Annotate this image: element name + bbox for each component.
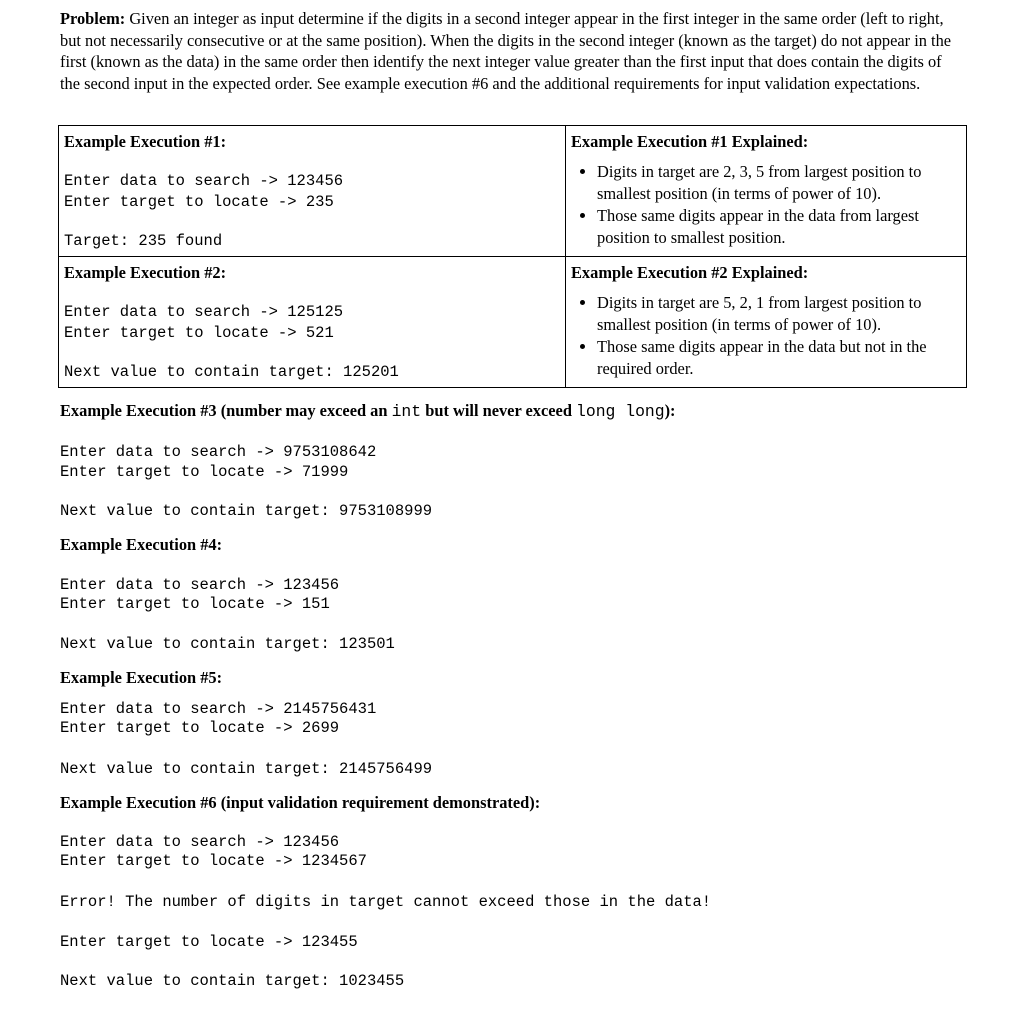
examples-table bbox=[58, 125, 967, 388]
example-3-title-code-int: int bbox=[391, 402, 422, 421]
example-6-error: Error! The number of digits in target cannot exceed those in the data! bbox=[60, 893, 712, 911]
problem-text: Given an integer as input determine if the digits in a second integer appear in the first integer in the same order (left to right, but not necessarily consecutive or at the same position). When the digits in the second integer (known as the target) do not appear in the first (known as the data) in the same order then identify the next integer value greater than the first input that does contain the digits of the second input in the expected order. See example execution #6 and the additional requirements for input validation expectations. bbox=[60, 9, 952, 93]
example-1-target-line: Enter target to locate -> 235 bbox=[64, 193, 334, 211]
example-2-result: Next value to contain target: 125201 bbox=[64, 363, 399, 381]
example-3-data-line: Enter data to search -> 9753108642 bbox=[60, 443, 377, 461]
list-item: • Digits in target are 5, 2, 1 from largest position to smallest position (in terms of power of 10). bbox=[597, 292, 967, 335]
example-4-result: Next value to contain target: 123501 bbox=[60, 635, 395, 653]
example-3-title-part: ): bbox=[664, 401, 676, 420]
example-2-data-line: Enter data to search -> 125125 bbox=[64, 303, 344, 321]
example-5-result: Next value to contain target: 2145756499 bbox=[60, 760, 433, 778]
example-4-title: Example Execution #4: bbox=[60, 535, 223, 554]
example-3-title-part: but will never exceed bbox=[421, 401, 577, 420]
example-1-result: Target: 235 found bbox=[64, 232, 223, 250]
example-2-target-line: Enter target to locate -> 521 bbox=[64, 324, 334, 342]
example-4-target-line: Enter target to locate -> 151 bbox=[60, 595, 330, 613]
list-item: • Those same digits appear in the data from largest position to smallest position. bbox=[597, 205, 967, 248]
example-1-explained-title: Example Execution #1 Explained: bbox=[571, 132, 809, 151]
example-6-retry-line: Enter target to locate -> 123455 bbox=[60, 933, 358, 951]
example-1-explained-list bbox=[580, 161, 967, 249]
example-3-title-code-longlong: long long bbox=[576, 402, 665, 421]
example-2-explained-list bbox=[580, 292, 967, 380]
example-3-result: Next value to contain target: 9753108999 bbox=[60, 502, 433, 520]
example-3-title-part: Example Execution #3 (number may exceed an bbox=[60, 401, 392, 420]
example-1-cell bbox=[59, 126, 566, 257]
example-1-title: Example Execution #1: bbox=[64, 132, 227, 151]
example-6-data-line: Enter data to search -> 123456 bbox=[60, 833, 340, 851]
example-4-data-line: Enter data to search -> 123456 bbox=[60, 576, 340, 594]
example-6-target-line: Enter target to locate -> 1234567 bbox=[60, 852, 367, 870]
example-5-data-line: Enter data to search -> 2145756431 bbox=[60, 700, 377, 718]
example-5-title: Example Execution #5: bbox=[60, 668, 223, 687]
example-1-explained-cell bbox=[566, 126, 967, 257]
list-item: • Those same digits appear in the data but not in the required order. bbox=[597, 336, 967, 379]
example-2-title: Example Execution #2: bbox=[64, 263, 227, 282]
example-3-title bbox=[60, 400, 676, 422]
problem-statement bbox=[60, 8, 965, 94]
example-6-title: Example Execution #6 (input validation requirement demonstrated): bbox=[60, 793, 541, 812]
table-row bbox=[59, 126, 967, 257]
example-3-target-line: Enter target to locate -> 71999 bbox=[60, 463, 349, 481]
table-row bbox=[59, 257, 967, 388]
problem-label: Problem: bbox=[60, 9, 126, 28]
example-5-target-line: Enter target to locate -> 2699 bbox=[60, 719, 340, 737]
list-item: • Digits in target are 2, 3, 5 from largest position to smallest position (in terms of power of 10). bbox=[597, 161, 967, 204]
example-2-explained-title: Example Execution #2 Explained: bbox=[571, 263, 809, 282]
example-2-explained-cell bbox=[566, 257, 967, 388]
example-2-cell bbox=[59, 257, 566, 388]
example-1-data-line: Enter data to search -> 123456 bbox=[64, 172, 344, 190]
example-6-result: Next value to contain target: 1023455 bbox=[60, 972, 405, 990]
